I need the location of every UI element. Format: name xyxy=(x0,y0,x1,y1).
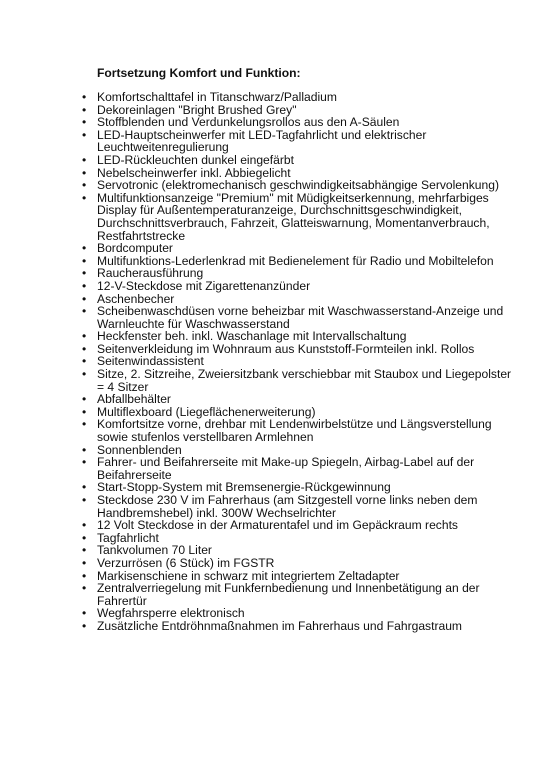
list-item-text: Abfallbehälter xyxy=(97,392,171,407)
list-item-text: Leuchtweitenregulierung xyxy=(97,140,229,155)
list-item-text: Steckdose 230 V im Fahrerhaus (am Sitzgestell vorne links neben dem xyxy=(97,493,478,507)
list-item xyxy=(0,91,467,104)
list-item xyxy=(0,304,504,331)
list-item xyxy=(0,519,467,532)
list-item xyxy=(0,581,480,608)
bullet-icon: • xyxy=(82,555,87,570)
bullet-icon: • xyxy=(82,455,87,470)
bullet-icon: • xyxy=(82,618,87,633)
list-item xyxy=(0,532,467,545)
list-item xyxy=(0,116,467,129)
bullet-icon: • xyxy=(82,165,87,180)
bullet-icon: • xyxy=(82,253,87,268)
list-item-text: Fahrer- und Beifahrerseite mit Make-up Spiegeln, Airbag-Label auf der xyxy=(97,455,475,470)
list-item-text: Handbremshebel) inkl. 300W Wechselrichter xyxy=(97,505,337,520)
bullet-icon: • xyxy=(82,152,87,167)
list-item xyxy=(0,341,475,356)
list-item xyxy=(0,242,467,255)
list-item-text: Komfortschalttafel in Titanschwarz/Palladium xyxy=(97,90,337,104)
bullet-icon: • xyxy=(82,442,87,457)
list-item-text: Verzurrösen (6 Stück) im FGSTR xyxy=(97,555,275,570)
list-item xyxy=(0,129,467,154)
bullet-icon: • xyxy=(82,480,87,495)
bullet-icon: • xyxy=(82,530,87,545)
list-item-text: Durchschnittsverbrauch, Fahrzeit, Glatteiswarnung, Momentanverbrauch, xyxy=(97,215,490,230)
list-item-text: 12-V-Steckdose mit Zigarettenanzünder xyxy=(97,278,311,293)
list-item xyxy=(0,178,500,193)
list-item-text: Wegfahrsperre elektronisch xyxy=(97,606,245,621)
list-item-text: Komfortsitze vorne, drehbar mit Lendenwirbelstütze und Längsverstellung xyxy=(97,417,492,432)
list-item xyxy=(0,154,467,167)
list-item-text: Stoffblenden und Verdunkelungsrollos aus den A-Säulen xyxy=(97,115,400,130)
bullet-icon: • xyxy=(82,606,87,621)
list-item xyxy=(0,190,490,243)
list-item-text: LED-Rückleuchten dunkel eingefärbt xyxy=(97,152,294,167)
list-item-text: Heckfenster beh. inkl. Waschanlage mit Intervallschaltung xyxy=(97,329,407,344)
list-item-text: Zusätzliche Entdröhnmaßnahmen im Fahrerhaus und Fahrgastraum xyxy=(97,618,463,633)
list-item-text: Markisenschiene in schwarz mit integriertem Zeltadapter xyxy=(97,568,400,583)
list-item-text: Seitenverkleidung im Wohnraum aus Kunststoff-Formteilen inkl. Rollos xyxy=(97,341,475,356)
list-item-text: Multifunktionsanzeige "Premium" mit Müdigkeitserkennung, mehrfarbiges xyxy=(97,190,489,205)
list-item-text: Seitenwindassistent xyxy=(97,354,204,369)
list-item-text: Sonnenblenden xyxy=(97,442,182,457)
bullet-icon: • xyxy=(82,581,87,596)
section-heading: Fortsetzung Komfort und Funktion: xyxy=(97,66,301,80)
list-item-text: Display für Außentemperaturanzeige, Durchschnittsgeschwindigkeit, xyxy=(97,203,463,218)
list-item xyxy=(0,330,467,343)
bullet-icon: • xyxy=(82,102,87,117)
list-item-text: LED-Hauptscheinwerfer mit LED-Tagfahrlicht und elektrischer xyxy=(97,127,427,142)
list-item-text: Bordcomputer xyxy=(97,241,173,256)
list-item xyxy=(0,280,467,293)
bullet-icon: • xyxy=(82,190,87,205)
list-item-text: Warnleuchte für Waschwasserstand xyxy=(97,316,290,331)
list-item-text: Dekoreinlagen "Bright Brushed Grey" xyxy=(97,102,297,117)
list-item-text: Tankvolumen 70 Liter xyxy=(97,543,212,558)
list-item xyxy=(0,493,478,520)
list-item-text: Zentralverriegelung mit Funkfernbedienung und Innenbetätigung an der xyxy=(97,581,480,596)
bullet-icon: • xyxy=(82,278,87,293)
bullet-icon: • xyxy=(82,241,87,256)
list-item-text: Tagfahrlicht xyxy=(97,530,159,545)
list-item-text: Start-Stopp-System mit Bremsenergie-Rückgewinnung xyxy=(97,480,391,495)
bullet-icon: • xyxy=(82,404,87,419)
bullet-icon: • xyxy=(82,354,87,369)
list-item-text: Restfahrtstrecke xyxy=(97,228,186,243)
bullet-icon: • xyxy=(82,493,87,507)
list-item-text: Aschenbecher xyxy=(97,291,175,306)
list-item-text: Sitze, 2. Sitzreihe, Zweiersitzbank verschiebbar mit Staubox und Liegepolster xyxy=(97,367,512,382)
bullet-icon: • xyxy=(82,178,87,193)
list-item-text: Beifahrerseite xyxy=(97,467,172,482)
list-item-text: Multiflexboard (Liegeflächenerweiterung) xyxy=(97,404,316,419)
bullet-icon: • xyxy=(82,115,87,130)
bullet-icon: • xyxy=(82,392,87,407)
bullet-icon: • xyxy=(82,417,87,432)
list-item xyxy=(0,557,467,570)
list-item-text: 12 Volt Steckdose in der Armaturentafel und im Gepäckraum rechts xyxy=(97,518,458,533)
list-item-text: sowie stufenlos verstellbaren Armlehnen xyxy=(97,430,314,445)
list-item xyxy=(0,393,467,406)
bullet-icon: • xyxy=(82,329,87,344)
list-item-text: Raucherausführung xyxy=(97,266,204,281)
bullet-icon: • xyxy=(82,367,87,382)
list-item xyxy=(0,455,475,482)
list-item xyxy=(0,367,512,394)
list-item-text: Servotronic (elektromechanisch geschwindigkeitsabhängige Servolenkung) xyxy=(97,178,500,193)
bullet-icon: • xyxy=(82,291,87,306)
list-item xyxy=(0,253,494,268)
list-item xyxy=(0,417,492,445)
list-item-text: Fahrertür xyxy=(97,593,147,608)
list-item-text: Multifunktions-Lederlenkrad mit Bedienelement für Radio und Mobiltelefon xyxy=(97,253,494,268)
bullet-icon: • xyxy=(82,543,87,558)
bullet-icon: • xyxy=(82,127,87,142)
list-item-text: = 4 Sitzer xyxy=(97,379,149,394)
equipment-list xyxy=(0,91,543,633)
bullet-icon: • xyxy=(82,518,87,533)
bullet-icon: • xyxy=(82,341,87,356)
bullet-icon: • xyxy=(82,568,87,583)
bullet-icon: • xyxy=(82,304,87,319)
list-item-text: Nebelscheinwerfer inkl. Abbiegelicht xyxy=(97,165,291,180)
bullet-icon: • xyxy=(82,266,87,281)
list-item-text: Scheibenwaschdüsen vorne beheizbar mit Waschwasserstand-Anzeige und xyxy=(97,304,504,319)
list-item xyxy=(0,620,467,633)
bullet-icon: • xyxy=(82,90,87,104)
